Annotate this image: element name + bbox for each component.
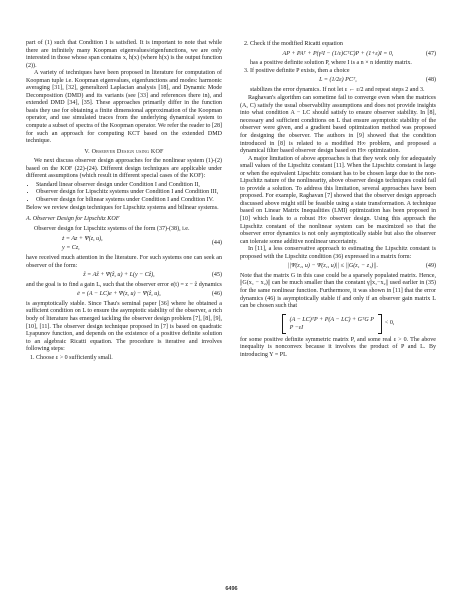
equation-46	[26, 291, 222, 299]
step-list	[240, 41, 436, 94]
list-item: 1. Choose ε > 0 sufficiently small.	[36, 355, 222, 363]
equation-45	[26, 272, 222, 280]
step-text: If positive definite P exists, then a choice	[250, 67, 350, 74]
paragraph: and the goal is to find a gain L, such that the observer error e(t) = z − ẑ dynamics	[26, 281, 222, 288]
subsection-title: A. Observer Design for Lipschitz KOF	[26, 216, 120, 223]
paragraph: have received much attention in the literature. For such systems one can seek an observer of the form:	[26, 255, 222, 269]
left-column	[26, 40, 222, 363]
paragraph: Note that the matrix G in this case could be a sparsely populated matrix. Hence, ||G(x₁ − x₂)|| can be much smaller than the constant γ||x₁−x₂|| used earlier in (35) for the same nonlinear function. Furthermore, it was shown in [11] that the error dynamics (46) is asymptotically stable if and only if an observer gain matrix L can be chosen such that	[240, 272, 436, 310]
step-text: Check if the modified Ricatti equation	[250, 41, 343, 47]
equation-line: ż = Az + Ψ(z, u),	[62, 236, 103, 243]
lmi-matrix	[240, 314, 436, 334]
equation-body: ẑ = Aẑ + Ψ(ẑ, u) + L(y − Cẑ),	[83, 272, 155, 279]
equation-number: (44)	[211, 240, 222, 247]
list-item: • Observer design for Lipschitz systems under Condition I and Condition III,	[36, 189, 222, 197]
paragraph: Raghavan's algorithm can sometime fail to converge even when the matrices (A, C) satisfy the usual observability assumptions and does not provide insights into what condition A − LC should satisfy to ensure observer stability. In [8], necessary and sufficient conditions on L that ensure asymptotic stability of the observer were given, and a gradient based optimization method was proposed for designing the observer. The authors in [9] showed that the condition introduced in [8] is related to a modified H∞ problem, and proposed a dynamical filter based observer design based on H∞ optimization.	[240, 95, 436, 155]
inequality-tail: < 0,	[384, 319, 395, 326]
step-list	[26, 355, 222, 363]
paragraph: Observer design for Lipschitz systems of the form (37)-(38), i.e.	[34, 225, 190, 232]
paragraph: A major limitation of above approaches is that they work only for adequately small values of the Lipschitz constant [11]. When the Lipschitz constant is large or when the equivalent Lipschitz constant has to be chosen large due to the non-Lipschitz nature of the nonlinearity, above observer design techniques could fail to provide a solution. To address this limitation, several approaches have been proposed. For example, Raghavan [7] showed that the observer design approach discussed above might still be feasible using a state transformation. A technique based on Linear Matrix Inequalities (LMI) optimization has been proposed in [10] which leads to a robust H∞ observer design. Using this approach the Lipschitz constant of the nonlinear system can be maximized so that the observer error dynamics is not only asymptotically stable but also the observer can tolerate some additive nonlinear uncertainty.	[240, 155, 436, 245]
equation-number: (49)	[425, 263, 436, 270]
equation-48	[250, 77, 436, 85]
equation-number: (47)	[425, 50, 436, 57]
right-column	[240, 40, 436, 359]
list-item	[250, 41, 436, 68]
paragraph: In [11], a less conservative approach to estimating the Lipschitz constant is proposed with the Lipschitz condition (36) expressed in a matrix form:	[240, 246, 436, 260]
paragraph: for some positive definite symmetric matrix P, and some real ε > 0. The above inequality is nonconvex because it involves the product of P and L. By introducing Y = PL	[240, 336, 436, 358]
matrix-row: (A − LC)ᵀP + P(A − LC) + GᵀG P	[289, 316, 374, 323]
matrix-row: P −εI	[289, 324, 304, 331]
equation-47	[250, 51, 436, 59]
equation-body: ė = (A − LC)e + Ψ(z, u) − Ψ(ẑ, u),	[77, 291, 161, 298]
paragraph: We next discuss observer design approaches for the nonlinear system (1)-(2) based on the KOF (22)-(24). Different design techniques are applicable under different assumptions (which result in different special cases of the KOF):	[26, 158, 222, 180]
page-number: 6496	[225, 586, 238, 592]
equation-line: y = Cz,	[62, 245, 80, 252]
matrix-body	[286, 316, 378, 332]
list-item: • Observer design for bilinear systems under Condition I and Condition IV.	[36, 197, 222, 205]
bullet-list	[26, 182, 222, 205]
equation-body: L = (1/2ε) PCᵀ,	[319, 77, 357, 84]
paragraph: Below we review design techniques for Lipschitz systems and bilinear systems.	[26, 205, 219, 212]
step-text: has a positive definite solution P, where I is a n × n identity matrix.	[250, 60, 412, 67]
equation-body: ||Ψ(z₁, u) − Ψ(z₁, u)|| ≤ ||G(z₁ − z₁)||.	[287, 263, 379, 270]
paragraph: is asymptotically stable. Since Thau's seminal paper [36] where he obtained a sufficient condition on L to ensure the asymptotic stability of the observer, a rich body of literature has emerged tackling the observer design problem [7], [8], [9], [10], [11]. The observer design technique proposed in [7] is based on quadratic Lyapunov function, and depends on the existence of a positive definite solution to an algebraic Ricatti equation. The procedure is iterative and involves following steps:	[26, 300, 222, 353]
equation-49	[240, 263, 436, 271]
equation-number: (48)	[425, 77, 436, 84]
list-item: • Standard linear observer design under Condition I and Condition II,	[36, 182, 222, 190]
section-title: V. Observer Design using KOF	[84, 148, 164, 155]
equation-body: AP + PAᵀ + P(γ²I − (1/ε)CᵀC)P + (1+ε)I = 0,	[282, 50, 394, 57]
equation-number: (45)	[211, 272, 222, 279]
paragraph: part of (1) such that Condition I is satisfied. It is important to note that while there are infinitely many Koopman eigenvalues/eigenfunctions, we are only interested in those whose span contains x, h(x) (where h(x) is the output function (2)).	[26, 40, 222, 69]
equation-44	[26, 235, 222, 253]
list-item	[250, 68, 436, 95]
equation-number: (46)	[211, 291, 222, 298]
paragraph: A variety of techniques have been proposed in literature for computation of Koopman tuple i.e. Koopman eigenvalues, eigenfunctions and modes: harmonic averaging [31], [32], generalized Laplacian analysis [18], and Dynamic Mode Decomposition (DMD) and its variants (see [33] and references there in), and extended DMD [34], [35]. These approaches primarily differ in the function basis they use for obtaining a finite dimensional approximation of the Koopman operator, and use simulated traces from the underlying dynamical system to compute a subset of spectra of the Koopman operator. We refer the reader to [28] for such an approach for computing KCT based on the extended DMD technique.	[26, 70, 223, 145]
step-text: stabilizes the error dynamics. If not let ε ← ε/2 and repeat steps 2 and 3.	[250, 86, 425, 93]
